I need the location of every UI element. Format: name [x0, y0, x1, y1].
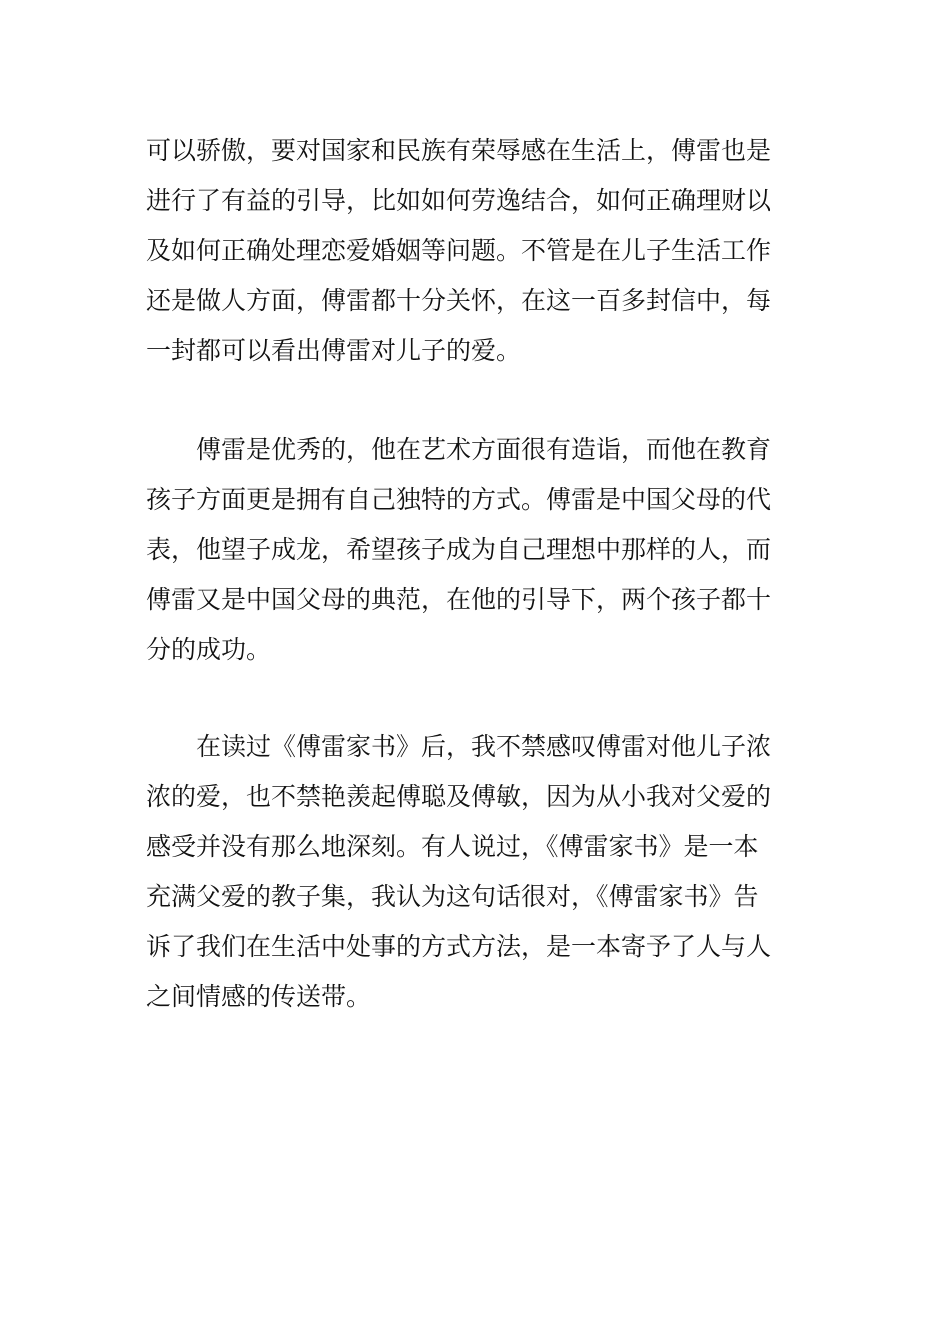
paragraph-2 [146, 425, 806, 675]
text-line: 分的成功。 [146, 635, 272, 664]
text-line: 进行了有益的引导，比如如何劳逸结合，如何正确理财以 [146, 186, 772, 215]
text-line: 孩子方面更是拥有自己独特的方式。傅雷是中国父母的代 [146, 485, 772, 514]
text-line: 表，他望子成龙，希望孩子成为自己理想中那样的人，而 [146, 535, 772, 564]
paragraph-1 [146, 126, 806, 376]
text-line: 可以骄傲，要对国家和民族有荣辱感在生活上，傅雷也是 [146, 136, 772, 165]
text-line: 充满父爱的教子集，我认为这句话很对，《傅雷家书》告 [146, 882, 759, 911]
text-line: 傅雷是优秀的，他在艺术方面很有造诣，而他在教育 [146, 435, 772, 464]
text-line: 感受并没有那么地深刻。有人说过，《傅雷家书》是一本 [146, 832, 759, 861]
text-line: 还是做人方面，傅雷都十分关怀，在这一百多封信中，每 [146, 286, 772, 315]
text-line: 及如何正确处理恋爱婚姻等问题。不管是在儿子生活工作 [146, 236, 772, 265]
text-line: 在读过《傅雷家书》后，我不禁感叹傅雷对他儿子浓 [146, 732, 772, 761]
text-line: 浓的爱，也不禁艳羡起傅聪及傅敏，因为从小我对父爱的 [146, 782, 772, 811]
text-line: 诉了我们在生活中处事的方式方法，是一本寄予了人与人 [146, 932, 772, 961]
paragraph-3 [146, 722, 806, 1022]
text-line: 之间情感的传送带。 [146, 982, 372, 1011]
text-line: 傅雷又是中国父母的典范，在他的引导下，两个孩子都十 [146, 585, 772, 614]
text-line: 一封都可以看出傅雷对儿子的爱。 [146, 336, 522, 365]
